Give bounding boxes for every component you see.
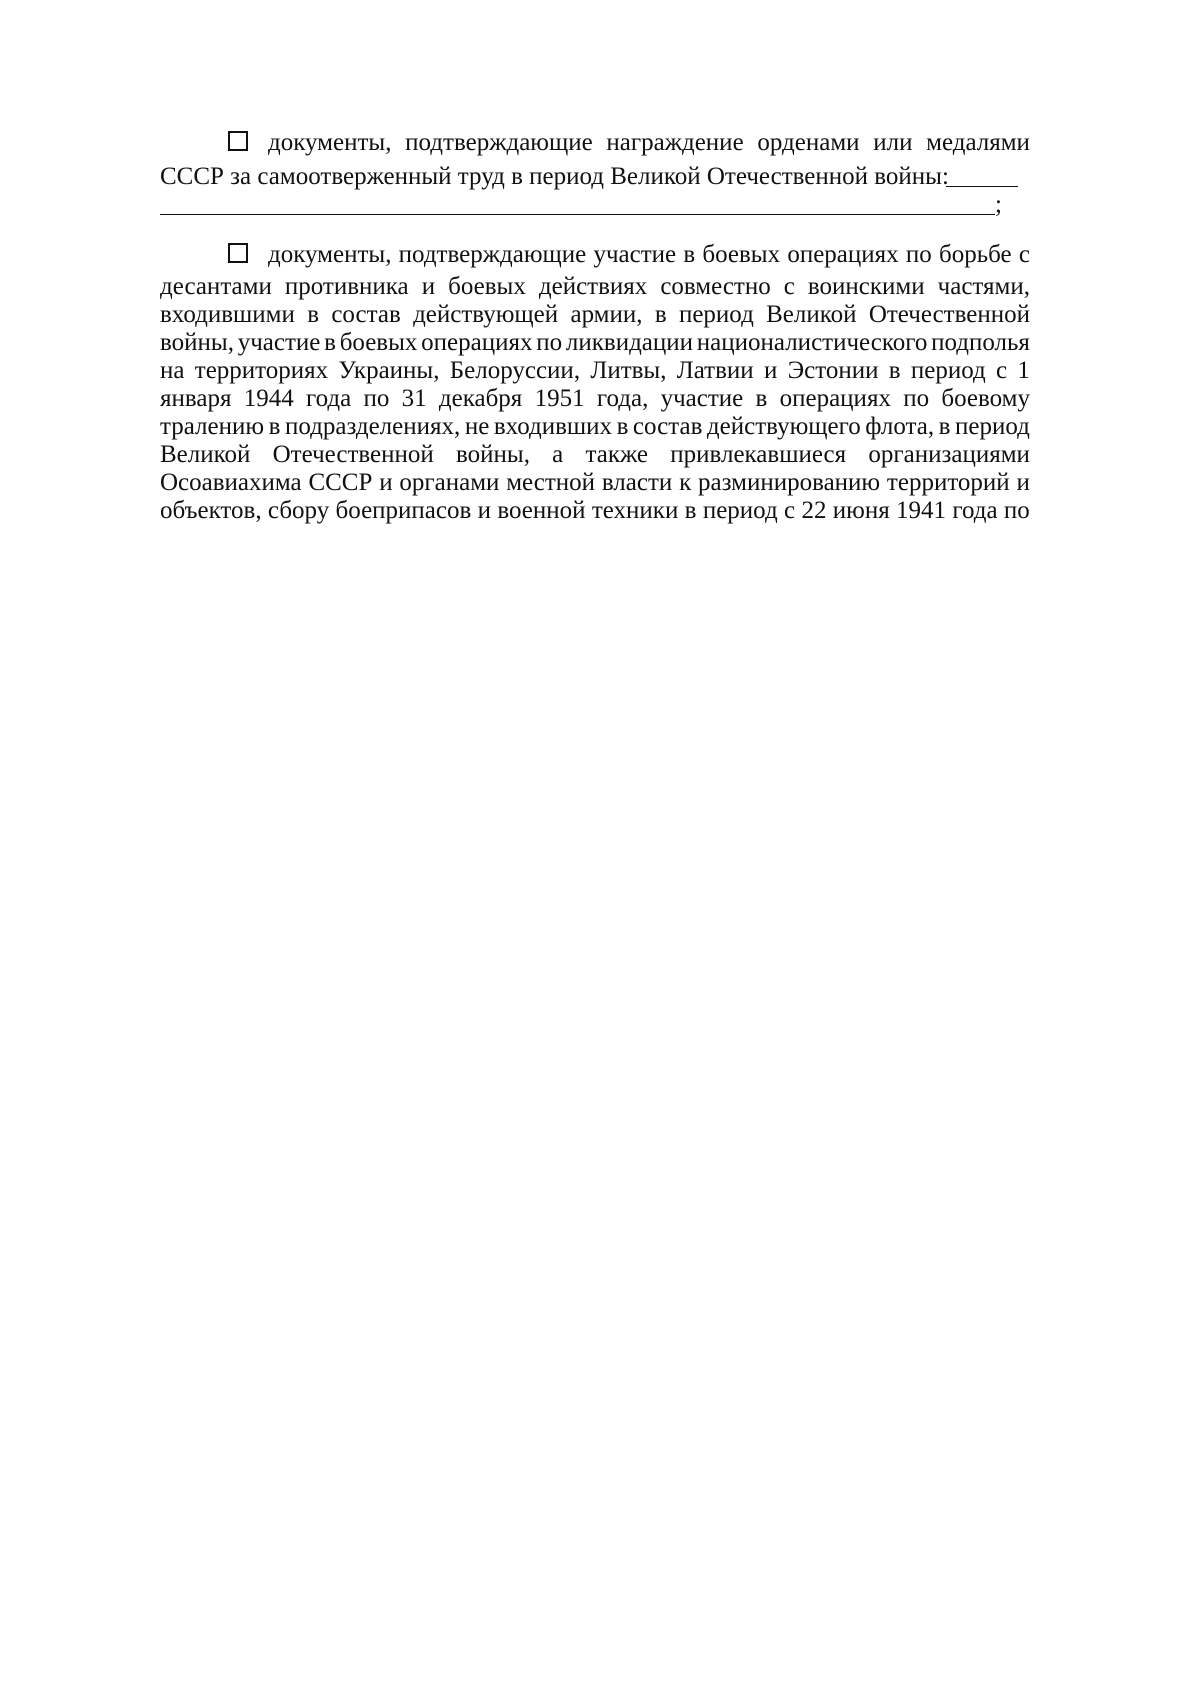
word: года [952, 497, 998, 524]
word: период [702, 497, 778, 524]
block1-line1 [268, 128, 1030, 158]
word: декабря [438, 385, 523, 412]
word: органами [399, 469, 500, 496]
word: и [379, 469, 393, 496]
word: в [616, 413, 629, 440]
word: также [585, 441, 649, 468]
block1-line2: СССР за самоотверженный труд в период Великой Отечественной войны: [160, 163, 949, 190]
word: разминированию [698, 469, 881, 496]
word: действующей [413, 301, 559, 328]
word: по [903, 385, 930, 412]
word: в [938, 413, 951, 440]
block1-blank-2 [160, 214, 995, 215]
word: боевых [339, 329, 418, 356]
word: армии, [570, 301, 643, 328]
word: 31 [401, 385, 427, 412]
word: с [783, 273, 795, 300]
word: действующего [706, 413, 861, 440]
block2-line8 [160, 440, 1030, 470]
block1-semicolon: ; [995, 191, 1002, 218]
block2-line9 [160, 468, 1030, 498]
word: боеприпасов [335, 497, 472, 524]
word: местной [506, 469, 596, 496]
word: и [477, 497, 492, 524]
word: власти [601, 469, 673, 496]
word: Эстонии [787, 357, 879, 384]
word: в [888, 357, 901, 384]
word: действиях [538, 273, 648, 300]
checkbox-combat [228, 240, 258, 270]
word: июня [832, 497, 890, 524]
word: Великой [160, 441, 251, 468]
word: с [995, 357, 1008, 384]
word: боевых [448, 273, 526, 300]
word: в [654, 301, 667, 328]
word: по [536, 329, 563, 356]
word: года, [596, 385, 649, 412]
word: 1 [1017, 357, 1030, 384]
word: привлекавшиеся [670, 441, 847, 468]
word: в [755, 385, 768, 412]
word: с [1018, 241, 1030, 268]
word: боевому [941, 385, 1030, 412]
word: состав [331, 301, 401, 328]
word: по [363, 385, 390, 412]
checkbox[interactable] [228, 131, 248, 151]
checkbox-awards [228, 128, 258, 158]
word: 1944 [243, 385, 294, 412]
word: операциях [779, 385, 891, 412]
word: объектов, [160, 497, 262, 524]
word: по [905, 241, 932, 268]
word: десантами [160, 273, 272, 300]
word: подразделениях, [284, 413, 461, 440]
checkbox[interactable] [228, 243, 248, 263]
word: операциях [787, 241, 899, 268]
word: или [873, 129, 913, 156]
word: в [684, 497, 697, 524]
word: участие [593, 241, 677, 268]
word: входившими [160, 301, 295, 328]
word: медалями [926, 129, 1030, 156]
word: совместно [660, 273, 771, 300]
word: сбору [267, 497, 330, 524]
word: Отечественной [272, 441, 434, 468]
word: входивших [493, 413, 613, 440]
word: в [683, 241, 696, 268]
word: и [1016, 469, 1030, 496]
block1-blank-1 [946, 186, 1018, 187]
word: Украины, [338, 357, 440, 384]
word: войны, [160, 329, 234, 356]
word: года [305, 385, 352, 412]
word: период [678, 301, 754, 328]
word: боевых [702, 241, 781, 268]
word: противника [284, 273, 409, 300]
block2-line2 [160, 272, 1030, 302]
word: 1951 [534, 385, 585, 412]
word: документы, [268, 241, 392, 268]
block2-line10 [160, 496, 1030, 526]
word: подполья [931, 329, 1030, 356]
word: орденами [757, 129, 860, 156]
word: 22 [801, 497, 827, 524]
word: и [763, 357, 778, 384]
word: к [679, 469, 692, 496]
block2-line5 [160, 356, 1030, 386]
word: СССР [308, 469, 373, 496]
word: участие [660, 385, 744, 412]
word: подтверждающие [405, 129, 593, 156]
word: в [324, 329, 336, 356]
word: Отечественной [868, 301, 1030, 328]
word: частями, [937, 273, 1030, 300]
block2-line1 [268, 240, 1030, 270]
word: а [552, 441, 564, 468]
word: Белоруссии, [449, 357, 581, 384]
word: воинскими [807, 273, 925, 300]
word: националистического [696, 329, 928, 356]
word: 1941 [896, 497, 947, 524]
word: войны, [456, 441, 530, 468]
word: организациями [868, 441, 1030, 468]
block2-line7 [160, 412, 1030, 442]
word: в [268, 413, 281, 440]
word: военной [497, 497, 586, 524]
word: Литвы, [590, 357, 667, 384]
word: в [307, 301, 319, 328]
block2-line3 [160, 300, 1030, 330]
word: техники [591, 497, 679, 524]
word: борьбе [938, 241, 1012, 268]
word: Осоавиахима [160, 469, 302, 496]
word: подтверждающие [398, 241, 587, 268]
word: награждение [606, 129, 744, 156]
word: с [784, 497, 796, 524]
word: операциях [421, 329, 533, 356]
word: участие [237, 329, 321, 356]
word: территориях [194, 357, 329, 384]
word: территорий [886, 469, 1010, 496]
word: тралению [160, 413, 265, 440]
word: Латвии [676, 357, 754, 384]
word: документы, [268, 129, 392, 156]
word: флота, [865, 413, 935, 440]
word: на [160, 357, 185, 384]
word: состав [632, 413, 703, 440]
word: и [421, 273, 436, 300]
word: период [955, 413, 1030, 440]
block2-line6 [160, 384, 1030, 414]
word: ликвидации [565, 329, 694, 356]
word: Великой [766, 301, 857, 328]
word: января [160, 385, 232, 412]
word: не [464, 413, 490, 440]
block2-line4 [160, 328, 1030, 358]
word: период [910, 357, 986, 384]
word: по [1003, 497, 1030, 524]
